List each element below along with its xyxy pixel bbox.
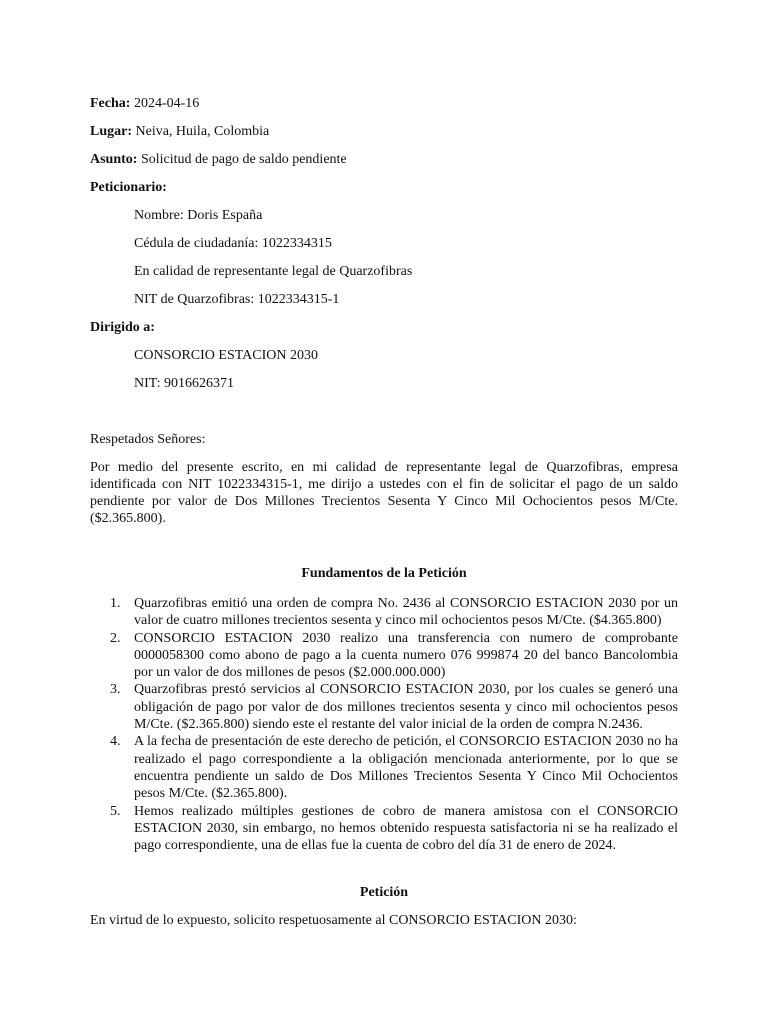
subject-label: Asunto: — [90, 152, 138, 167]
list-item — [90, 595, 678, 630]
list-item-text: Quarzofibras emitió una orden de compra No. 2436 al CONSORCIO ESTACION 2030 por un valor de cuatro millones trecientos sesenta y cinco mil ochocientos pesos M/Cte. ($4.365.800) — [134, 596, 678, 629]
petitioner-id: Cédula de ciudadanía: 1022334315 — [134, 236, 332, 251]
addressee-label: Dirigido a: — [90, 320, 155, 335]
list-item-number: 3. — [110, 682, 121, 698]
list-item-number: 5. — [110, 803, 121, 819]
peticion-title: Petición — [359, 885, 409, 901]
list-item-text: Quarzofibras prestó servicios al CONSORCIO ESTACION 2030, por los cuales se generó una obligación de pago por valor de dos millones trecientos sesenta y cinco mil ochocientos pesos M/Cte. ($2.365.800) siendo este el restante del valor inicial de la orden de compra N.2436. — [134, 682, 678, 733]
date-field — [90, 95, 678, 113]
intro-paragraph: Por medio del presente escrito, en mi calidad de representante legal de Quarzofibras, empresa identificada con NIT 1022334315-1, me dirijo a ustedes con el fin de solicitar el pago de un saldo pendiente por valor de Dos Millones Trecientos Sesenta Y Cinco Mil Ochocientos pesos M/Cte. ($2.365.800). — [90, 460, 678, 526]
subject-value: Solicitud de pago de saldo pendiente — [140, 152, 347, 167]
addressee-heading — [90, 319, 678, 337]
list-item-text: CONSORCIO ESTACION 2030 realizo una transferencia con numero de comprobante 0000058300 como abono de pago a la cuenta numero 076 999874 20 del banco Bancolombia por un valor de dos millones de pesos ($2.000.000.000) — [134, 630, 678, 681]
petitioner-role: En calidad de representante legal de Quarzofibras — [134, 264, 413, 279]
date-label: Fecha: — [90, 96, 131, 111]
addressee-name: CONSORCIO ESTACION 2030 — [134, 348, 319, 363]
document-page — [90, 95, 678, 929]
place-value: Neiva, Huila, Colombia — [135, 124, 270, 139]
petitioner-nit: NIT de Quarzofibras: 1022334315-1 — [134, 292, 340, 307]
place-label: Lugar: — [90, 124, 132, 139]
list-item — [90, 630, 678, 682]
addressee-nit: NIT: 9016626371 — [134, 376, 235, 391]
list-item-text: Hemos realizado múltiples gestiones de cobro de manera amistosa con el CONSORCIO ESTACION 2030, sin embargo, no hemos obtenido respuesta satisfactoria ni se ha realizado el pago correspondiente, una de ellas fue la cuenta de cobro del día 31 de enero de 2024. — [134, 803, 678, 854]
petitioner-label: Peticionario: — [90, 180, 167, 195]
list-item-number: 4. — [110, 734, 121, 750]
list-item — [90, 733, 678, 802]
list-item-number: 2. — [110, 630, 121, 646]
petitioner-name: Nombre: Doris España — [134, 208, 263, 223]
date-value: 2024-04-16 — [133, 96, 200, 111]
fundamentos-title: Fundamentos de la Petición — [301, 566, 467, 581]
petitioner-heading — [90, 179, 678, 197]
list-item-text: A la fecha de presentación de este derecho de petición, el CONSORCIO ESTACION 2030 no ha realizado el pago correspondiente a la obligación mencionada anteriormente, por lo que se encuentra pendiente un saldo de Dos Millones Trecientos Sesenta Y Cinco Mil Ochocientos pesos M/Cte. ($2.365.800). — [134, 734, 678, 802]
list-item — [90, 681, 678, 733]
list-item-number: 1. — [110, 596, 121, 611]
place-field — [90, 123, 678, 141]
fundamentos-list — [90, 595, 678, 854]
list-item — [90, 803, 678, 855]
salutation: Respetados Señores: — [90, 432, 206, 447]
subject-field — [90, 151, 678, 169]
peticion-intro: En virtud de lo expuesto, solicito respetuosamente al CONSORCIO ESTACION 2030: — [90, 913, 577, 929]
